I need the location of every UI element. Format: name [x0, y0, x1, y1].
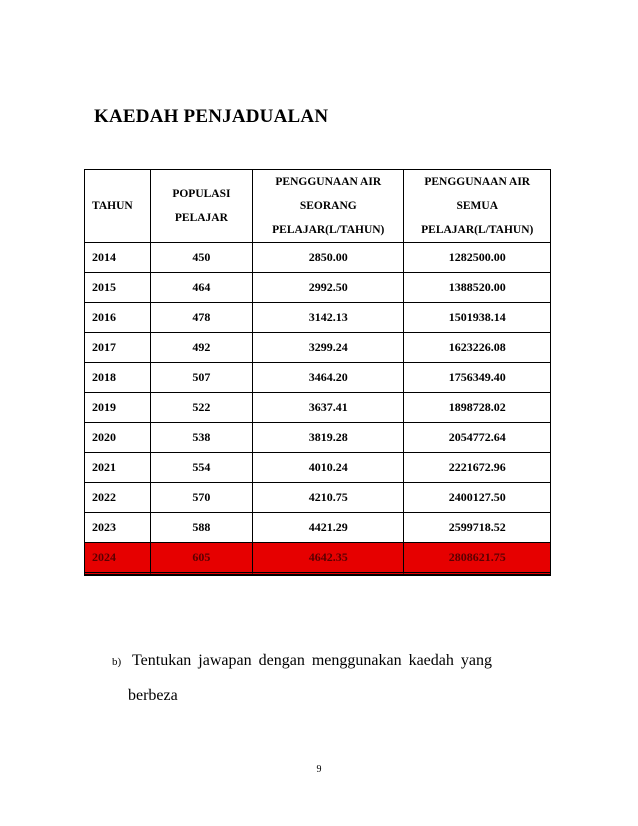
cell-air-seorang: 3299.24 — [253, 333, 404, 363]
question-text-line1: Tentukan jawapan dengan menggunakan kaedah yang — [132, 652, 492, 669]
cell-air-semua: 1282500.00 — [404, 243, 550, 273]
water-usage-table — [84, 169, 551, 576]
cell-air-semua: 1898728.02 — [404, 393, 550, 423]
cell-tahun: 2020 — [85, 423, 151, 453]
cell-populasi: 570 — [151, 483, 253, 513]
cell-air-seorang: 3637.41 — [253, 393, 404, 423]
cell-tahun: 2015 — [85, 273, 151, 303]
cell-populasi: 588 — [151, 513, 253, 543]
cell-populasi: 450 — [151, 243, 253, 273]
header-penggunaan-air-seorang: PENGGUNAAN AIR SEORANG PELAJAR(L/TAHUN) — [253, 170, 404, 243]
cell-populasi: 538 — [151, 423, 253, 453]
cell-populasi: 554 — [151, 453, 253, 483]
cell-air-semua: 2808621.75 — [404, 543, 550, 575]
cell-air-seorang: 2850.00 — [253, 243, 404, 273]
header-populasi-pelajar: POPULASI PELAJAR — [151, 170, 253, 243]
cell-populasi: 605 — [151, 543, 253, 575]
cell-populasi: 492 — [151, 333, 253, 363]
cell-tahun: 2016 — [85, 303, 151, 333]
table-row — [85, 393, 550, 423]
table-header-row — [85, 170, 550, 243]
cell-air-seorang: 3464.20 — [253, 363, 404, 393]
table-row — [85, 303, 550, 333]
cell-air-seorang: 3142.13 — [253, 303, 404, 333]
cell-populasi: 507 — [151, 363, 253, 393]
cell-populasi: 522 — [151, 393, 253, 423]
cell-air-seorang: 4642.35 — [253, 543, 404, 575]
table-row — [85, 273, 550, 303]
cell-tahun: 2018 — [85, 363, 151, 393]
cell-air-seorang: 2992.50 — [253, 273, 404, 303]
cell-air-semua: 2221672.96 — [404, 453, 550, 483]
table-row — [85, 423, 550, 453]
page-number: 9 — [316, 764, 322, 775]
table-row — [85, 453, 550, 483]
cell-air-semua: 2599718.52 — [404, 513, 550, 543]
table-row — [85, 243, 550, 273]
cell-air-seorang: 4421.29 — [253, 513, 404, 543]
cell-tahun: 2019 — [85, 393, 151, 423]
cell-air-semua: 1388520.00 — [404, 273, 550, 303]
cell-tahun: 2024 — [85, 543, 151, 575]
table-row — [85, 333, 550, 363]
cell-air-seorang: 4210.75 — [253, 483, 404, 513]
table-row — [85, 513, 550, 543]
cell-tahun: 2014 — [85, 243, 151, 273]
cell-air-seorang: 4010.24 — [253, 453, 404, 483]
cell-air-semua: 2400127.50 — [404, 483, 550, 513]
cell-air-semua: 1756349.40 — [404, 363, 550, 393]
cell-tahun: 2022 — [85, 483, 151, 513]
cell-tahun: 2017 — [85, 333, 151, 363]
table-row-highlighted — [85, 543, 550, 575]
header-tahun: TAHUN — [85, 170, 151, 243]
table-row — [85, 483, 550, 513]
cell-air-seorang: 3819.28 — [253, 423, 404, 453]
cell-air-semua: 1501938.14 — [404, 303, 550, 333]
cell-air-semua: 2054772.64 — [404, 423, 550, 453]
cell-populasi: 464 — [151, 273, 253, 303]
cell-air-semua: 1623226.08 — [404, 333, 550, 363]
table-row — [85, 363, 550, 393]
cell-tahun: 2023 — [85, 513, 151, 543]
question-label: b) — [112, 656, 122, 668]
header-penggunaan-air-semua: PENGGUNAAN AIR SEMUA PELAJAR(L/TAHUN) — [404, 170, 550, 243]
section-title: KAEDAH PENJADUALAN — [94, 106, 329, 127]
cell-populasi: 478 — [151, 303, 253, 333]
question-b — [112, 644, 532, 713]
cell-tahun: 2021 — [85, 453, 151, 483]
question-text-line2: berbeza — [128, 687, 178, 704]
